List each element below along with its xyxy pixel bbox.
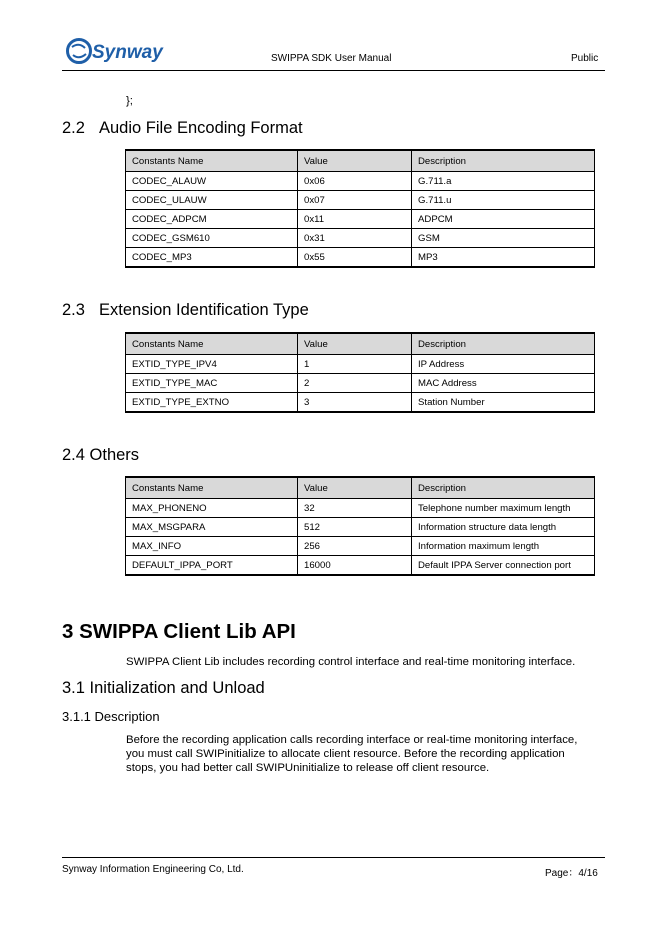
table-cell: Station Number bbox=[412, 393, 595, 413]
chapter-3-intro: SWIPPA Client Lib includes recording control interface and real-time monitoring interface. bbox=[126, 656, 576, 668]
table-cell: DEFAULT_IPPA_PORT bbox=[126, 556, 298, 576]
table-cell: ADPCM bbox=[412, 210, 595, 229]
table-cell: CODEC_ALAUW bbox=[126, 172, 298, 191]
classification-label: Public bbox=[571, 53, 599, 64]
section-2-2-heading bbox=[62, 119, 303, 138]
table-cell: 512 bbox=[298, 518, 412, 537]
paragraph-line: you must call SWIPinitialize to allocate client resource. Before the recording application bbox=[126, 748, 565, 760]
table-cell: Information maximum length bbox=[412, 537, 595, 556]
table-cell: 32 bbox=[298, 499, 412, 518]
table-cell: EXTID_TYPE_MAC bbox=[126, 374, 298, 393]
page-number: Page：4/16 bbox=[545, 868, 598, 879]
table-cell: 16000 bbox=[298, 556, 412, 576]
table-row bbox=[126, 248, 595, 268]
extension-id-table bbox=[125, 332, 595, 413]
section-number: 2.2 bbox=[62, 119, 85, 137]
others-table bbox=[125, 476, 595, 576]
column-header: Value bbox=[298, 333, 412, 355]
section-2-3-heading bbox=[62, 301, 309, 320]
audio-encoding-table bbox=[125, 149, 595, 268]
table-row bbox=[126, 172, 595, 191]
code-tail: }; bbox=[126, 95, 133, 107]
table-cell: Information structure data length bbox=[412, 518, 595, 537]
table-cell: GSM bbox=[412, 229, 595, 248]
synway-logo bbox=[66, 38, 168, 64]
table-cell: CODEC_GSM610 bbox=[126, 229, 298, 248]
section-3-1-1-heading: 3.1.1 Description bbox=[62, 709, 160, 724]
description-paragraph bbox=[126, 733, 596, 775]
table-cell: IP Address bbox=[412, 355, 595, 374]
footer-company: Synway Information Engineering Co, Ltd. bbox=[62, 864, 244, 875]
table-row bbox=[126, 229, 595, 248]
header-rule bbox=[62, 70, 605, 71]
table-cell: 0x11 bbox=[298, 210, 412, 229]
column-header: Value bbox=[298, 150, 412, 172]
table-row bbox=[126, 537, 595, 556]
table-cell: 0x06 bbox=[298, 172, 412, 191]
section-title: Extension Identification Type bbox=[99, 301, 309, 319]
table-cell: 0x55 bbox=[298, 248, 412, 268]
table-cell: EXTID_TYPE_IPV4 bbox=[126, 355, 298, 374]
section-2-4-heading: 2.4 Others bbox=[62, 446, 140, 464]
table-cell: EXTID_TYPE_EXTNO bbox=[126, 393, 298, 413]
column-header: Constants Name bbox=[126, 333, 298, 355]
footer-rule bbox=[62, 857, 605, 858]
table-cell: 3 bbox=[298, 393, 412, 413]
table-cell: Default IPPA Server connection port bbox=[412, 556, 595, 576]
table-cell: G.711.a bbox=[412, 172, 595, 191]
column-header: Description bbox=[412, 150, 595, 172]
table-row bbox=[126, 393, 595, 413]
column-header: Description bbox=[412, 477, 595, 499]
column-header: Value bbox=[298, 477, 412, 499]
table-row bbox=[126, 499, 595, 518]
table-cell: 0x31 bbox=[298, 229, 412, 248]
table-cell: CODEC_MP3 bbox=[126, 248, 298, 268]
table-row bbox=[126, 355, 595, 374]
column-header: Description bbox=[412, 333, 595, 355]
table-row bbox=[126, 191, 595, 210]
chapter-3-heading: 3 SWIPPA Client Lib API bbox=[62, 620, 296, 643]
paragraph-line: stops, you had better call SWIPUninitialize to release off client resource. bbox=[126, 762, 490, 774]
table-cell: MAX_MSGPARA bbox=[126, 518, 298, 537]
table-row bbox=[126, 556, 595, 576]
document-title: SWIPPA SDK User Manual bbox=[271, 53, 392, 64]
section-3-1-heading: 3.1 Initialization and Unload bbox=[62, 679, 265, 697]
table-cell: Telephone number maximum length bbox=[412, 499, 595, 518]
table-cell: G.711.u bbox=[412, 191, 595, 210]
table-cell: CODEC_ULAUW bbox=[126, 191, 298, 210]
table-cell: 1 bbox=[298, 355, 412, 374]
table-cell: MP3 bbox=[412, 248, 595, 268]
section-number: 2.3 bbox=[62, 301, 85, 319]
table-cell: 256 bbox=[298, 537, 412, 556]
table-cell: MAC Address bbox=[412, 374, 595, 393]
column-header: Constants Name bbox=[126, 150, 298, 172]
svg-text:Synway: Synway bbox=[92, 42, 163, 63]
column-header: Constants Name bbox=[126, 477, 298, 499]
table-cell: MAX_INFO bbox=[126, 537, 298, 556]
table-cell: 0x07 bbox=[298, 191, 412, 210]
table-row bbox=[126, 518, 595, 537]
paragraph-line: Before the recording application calls recording interface or real-time monitoring interface, bbox=[126, 734, 578, 746]
section-title: Audio File Encoding Format bbox=[99, 119, 303, 137]
table-row bbox=[126, 374, 595, 393]
table-cell: CODEC_ADPCM bbox=[126, 210, 298, 229]
table-row bbox=[126, 210, 595, 229]
table-cell: MAX_PHONENO bbox=[126, 499, 298, 518]
table-cell: 2 bbox=[298, 374, 412, 393]
